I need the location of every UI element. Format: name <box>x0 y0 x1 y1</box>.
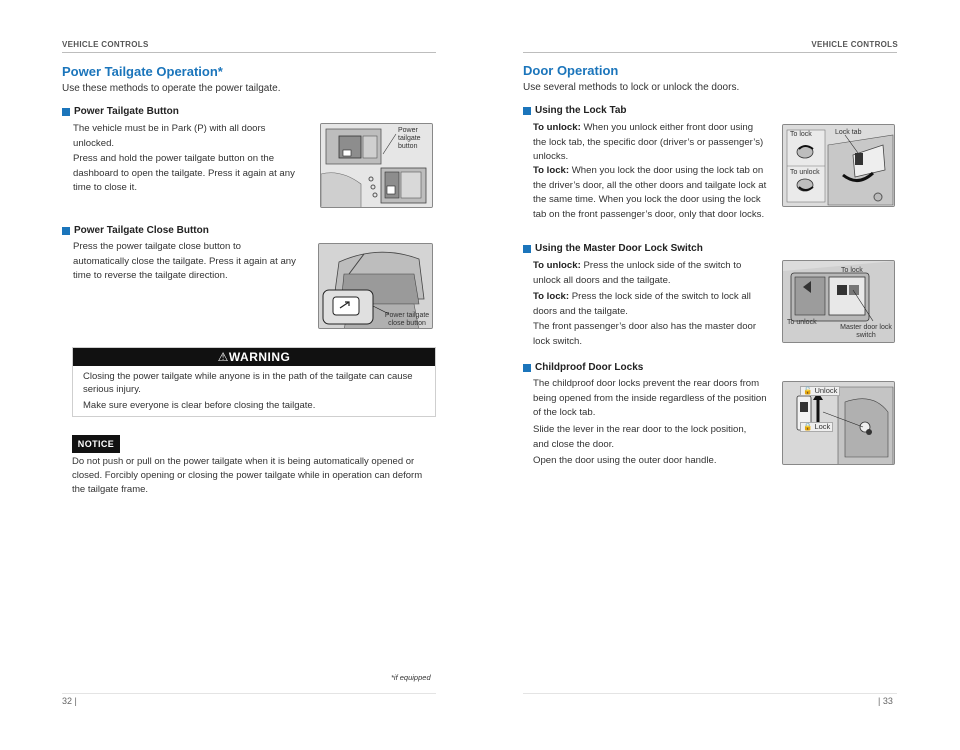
term-text: When you lock the door using the lock tab on the driver’s door, all the other doors and tailgate lock at the same time. When you lock the door using the lock tab on the front passenger’s door, only that door locks. <box>533 165 767 220</box>
warning-text: Make sure everyone is clear before closing the tailgate. <box>83 400 316 411</box>
intro-text: Use these methods to operate the power tailgate. <box>62 83 281 94</box>
subheading-label: Using the Master Door Lock Switch <box>535 243 703 254</box>
callout-master-door-lock-switch: Master door lock switch <box>840 324 892 339</box>
paragraph: The vehicle must be in Park (P) with all doors unlocked. <box>73 123 266 149</box>
paragraph <box>533 164 768 222</box>
term-label: To lock: <box>533 291 570 302</box>
callout-lock <box>800 422 833 432</box>
subheading-label: Childproof Door Locks <box>535 362 644 373</box>
footnote: *if equipped <box>391 673 431 682</box>
unlock-label: Unlock <box>814 386 838 395</box>
lock-tab-figure <box>782 124 895 207</box>
header-rule <box>62 52 436 53</box>
callout-lock-tab: Lock tab <box>835 129 862 136</box>
callout-power-tailgate-close-button: Power tailgate close button <box>384 312 430 327</box>
page-number: 32 | <box>62 696 77 706</box>
warning-triangle-icon: ⚠ <box>217 350 229 364</box>
subheading-master-switch <box>523 243 703 254</box>
callout-to-lock: To lock <box>790 131 812 138</box>
subheading-label: Power Tailgate Close Button <box>74 225 209 236</box>
callout-unlock <box>800 386 840 396</box>
callout-to-unlock: To unlock <box>790 169 820 176</box>
paragraph: Open the door using the outer door handle. <box>533 455 717 466</box>
paragraph: Press and hold the power tailgate button on the dashboard to open the tailgate. Press it again at any time to close it. <box>73 153 295 193</box>
subheading-childproof <box>523 362 643 373</box>
subheading-label: Using the Lock Tab <box>535 105 627 116</box>
bullet-square-icon <box>523 245 531 253</box>
callout-power-tailgate-button: Power tailgate button <box>398 127 421 150</box>
tailgate-figure <box>318 243 433 329</box>
subheading-power-tailgate-close-button <box>62 225 209 236</box>
section-title: Power Tailgate Operation* <box>62 64 223 79</box>
intro-text: Use several methods to lock or unlock the doors. <box>523 82 740 93</box>
subheading-label: Power Tailgate Button <box>74 106 179 117</box>
term-text: Press the unlock side of the switch to unlock all doors and the tailgate. <box>533 260 742 286</box>
paragraph: The front passenger’s door also has the master door lock switch. <box>533 321 757 347</box>
running-header: VEHICLE CONTROLS <box>811 40 898 49</box>
warning-body <box>73 366 435 412</box>
paragraph: Slide the lever in the rear door to the lock position, and close the door. <box>533 424 747 450</box>
callout-to-lock: To lock <box>841 267 863 274</box>
unlock-icon: 🔓 <box>803 386 813 395</box>
footer-rule <box>523 693 897 694</box>
lock-label: Lock <box>814 422 831 431</box>
master-switch-figure <box>782 260 895 343</box>
section-title: Door Operation <box>523 63 619 78</box>
paragraph: The childproof door locks prevent the rear doors from being opened from the inside regardless of the position of the lock tab. <box>533 378 767 418</box>
bullet-square-icon <box>523 364 531 372</box>
notice-label: NOTICE <box>72 435 120 453</box>
paragraph <box>533 290 763 319</box>
header-rule <box>523 52 897 53</box>
subheading-power-tailgate-button <box>62 106 179 117</box>
callout-to-unlock: To unlock <box>787 319 817 326</box>
bullet-square-icon <box>62 108 70 116</box>
page-number: | 33 <box>878 696 893 706</box>
right-page <box>480 0 960 750</box>
warning-text: Closing the power tailgate while anyone is in the path of the tailgate can cause serious injury. <box>83 371 413 395</box>
paragraph <box>533 259 763 288</box>
term-label: To lock: <box>533 165 570 176</box>
term-label: To unlock: <box>533 260 581 271</box>
term-text: When you unlock either front door using the lock tab, the specific door (driver’s or passenger’s) unlocks. <box>533 122 764 162</box>
term-text: Press the lock side of the switch to lock all doors and the tailgate. <box>533 291 751 317</box>
paragraph: Press the power tailgate close button to automatically close the tailgate. Press it again at any time to reverse the tailgate direction. <box>73 241 296 281</box>
term-label: To unlock: <box>533 122 581 133</box>
childproof-figure <box>782 381 895 465</box>
footer-rule <box>62 693 436 694</box>
notice-text: Do not push or pull on the power tailgate when it is being automatically opened or closed. Forcibly opening or closing the power tailgate while in operation can deform the tailgate frame. <box>72 456 423 495</box>
subheading-lock-tab <box>523 105 627 116</box>
warning-box <box>72 347 436 417</box>
warning-header <box>73 348 435 366</box>
bullet-square-icon <box>62 227 70 235</box>
bullet-square-icon <box>523 107 531 115</box>
dashboard-figure <box>320 123 433 208</box>
running-header: VEHICLE CONTROLS <box>62 40 149 49</box>
warning-label: WARNING <box>228 350 291 364</box>
paragraph <box>533 121 768 165</box>
lock-icon: 🔒 <box>803 422 813 431</box>
